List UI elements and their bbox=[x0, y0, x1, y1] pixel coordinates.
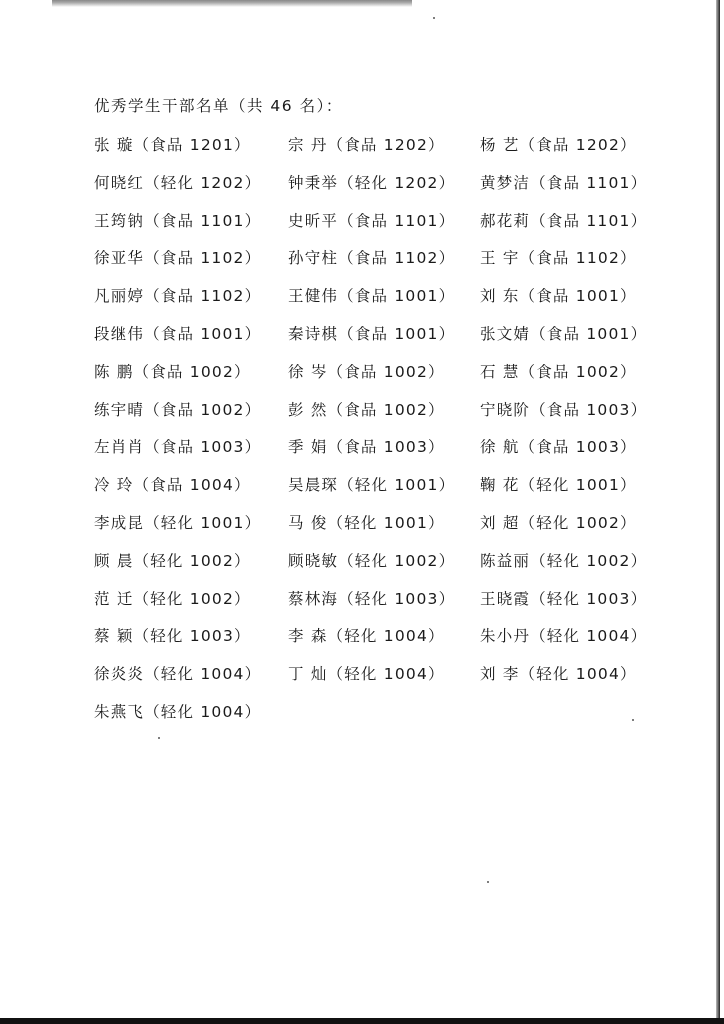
list-item: 何晓红（轻化 1202） bbox=[94, 174, 262, 192]
scan-speck bbox=[487, 881, 489, 883]
list-item: 李成昆（轻化 1001） bbox=[94, 514, 262, 532]
list-item: 宗 丹（食品 1202） bbox=[288, 136, 445, 154]
list-item: 朱小丹（轻化 1004） bbox=[480, 627, 648, 645]
list-item: 宁晓阶（食品 1003） bbox=[480, 401, 648, 419]
list-item: 彭 然（食品 1002） bbox=[288, 401, 445, 419]
list-item: 徐炎炎（轻化 1004） bbox=[94, 665, 262, 683]
list-item: 刘 超（轻化 1002） bbox=[480, 514, 637, 532]
list-item: 冷 玲（食品 1004） bbox=[94, 476, 251, 494]
list-item: 吴晨琛（轻化 1001） bbox=[288, 476, 456, 494]
list-item: 顾 晨（轻化 1002） bbox=[94, 552, 251, 570]
list-item: 孙守柱（食品 1102） bbox=[288, 249, 456, 267]
list-item: 史昕平（食品 1101） bbox=[288, 212, 456, 230]
list-item: 李 森（轻化 1004） bbox=[288, 627, 445, 645]
list-item: 季 娟（食品 1003） bbox=[288, 438, 445, 456]
list-item: 蔡 颖（轻化 1003） bbox=[94, 627, 251, 645]
list-item: 钟秉举（轻化 1202） bbox=[288, 174, 456, 192]
list-item: 徐 航（食品 1003） bbox=[480, 438, 637, 456]
list-item: 丁 灿（轻化 1004） bbox=[288, 665, 445, 683]
list-item: 秦诗棋（食品 1001） bbox=[288, 325, 456, 343]
list-item: 王健伟（食品 1001） bbox=[288, 287, 456, 305]
list-item: 杨 艺（食品 1202） bbox=[480, 136, 637, 154]
list-item: 左肖肖（食品 1003） bbox=[94, 438, 262, 456]
list-item: 刘 李（轻化 1004） bbox=[480, 665, 637, 683]
list-item: 徐 岑（食品 1002） bbox=[288, 363, 445, 381]
list-item: 马 俊（轻化 1001） bbox=[288, 514, 445, 532]
list-item: 顾晓敏（轻化 1002） bbox=[288, 552, 456, 570]
list-title: 优秀学生干部名单（共 46 名）： bbox=[94, 97, 343, 115]
list-item: 段继伟（食品 1001） bbox=[94, 325, 262, 343]
list-item: 徐亚华（食品 1102） bbox=[94, 249, 262, 267]
list-item: 朱燕飞（轻化 1004） bbox=[94, 703, 262, 721]
list-item: 王晓霞（轻化 1003） bbox=[480, 590, 648, 608]
list-item: 黄梦洁（食品 1101） bbox=[480, 174, 648, 192]
list-item: 凡丽婷（食品 1102） bbox=[94, 287, 262, 305]
scan-speck bbox=[632, 719, 634, 721]
scan-speck bbox=[433, 17, 435, 19]
list-item: 石 慧（食品 1002） bbox=[480, 363, 637, 381]
list-item: 王 宇（食品 1102） bbox=[480, 249, 637, 267]
list-item: 张文婧（食品 1001） bbox=[480, 325, 648, 343]
list-item: 鞠 花（轻化 1001） bbox=[480, 476, 637, 494]
list-item: 练宇晴（食品 1002） bbox=[94, 401, 262, 419]
list-item: 张 璇（食品 1201） bbox=[94, 136, 251, 154]
list-item: 王筠钠（食品 1101） bbox=[94, 212, 262, 230]
scan-edge-top bbox=[52, 0, 412, 7]
scan-speck bbox=[158, 737, 160, 739]
list-item: 范 迁（轻化 1002） bbox=[94, 590, 251, 608]
list-item: 刘 东（食品 1001） bbox=[480, 287, 637, 305]
scan-edge-bottom bbox=[0, 1018, 724, 1024]
list-item: 陈益丽（轻化 1002） bbox=[480, 552, 648, 570]
list-item: 陈 鹏（食品 1002） bbox=[94, 363, 251, 381]
list-item: 蔡林海（轻化 1003） bbox=[288, 590, 456, 608]
scan-edge-right bbox=[716, 0, 720, 1024]
list-item: 郝花莉（食品 1101） bbox=[480, 212, 648, 230]
